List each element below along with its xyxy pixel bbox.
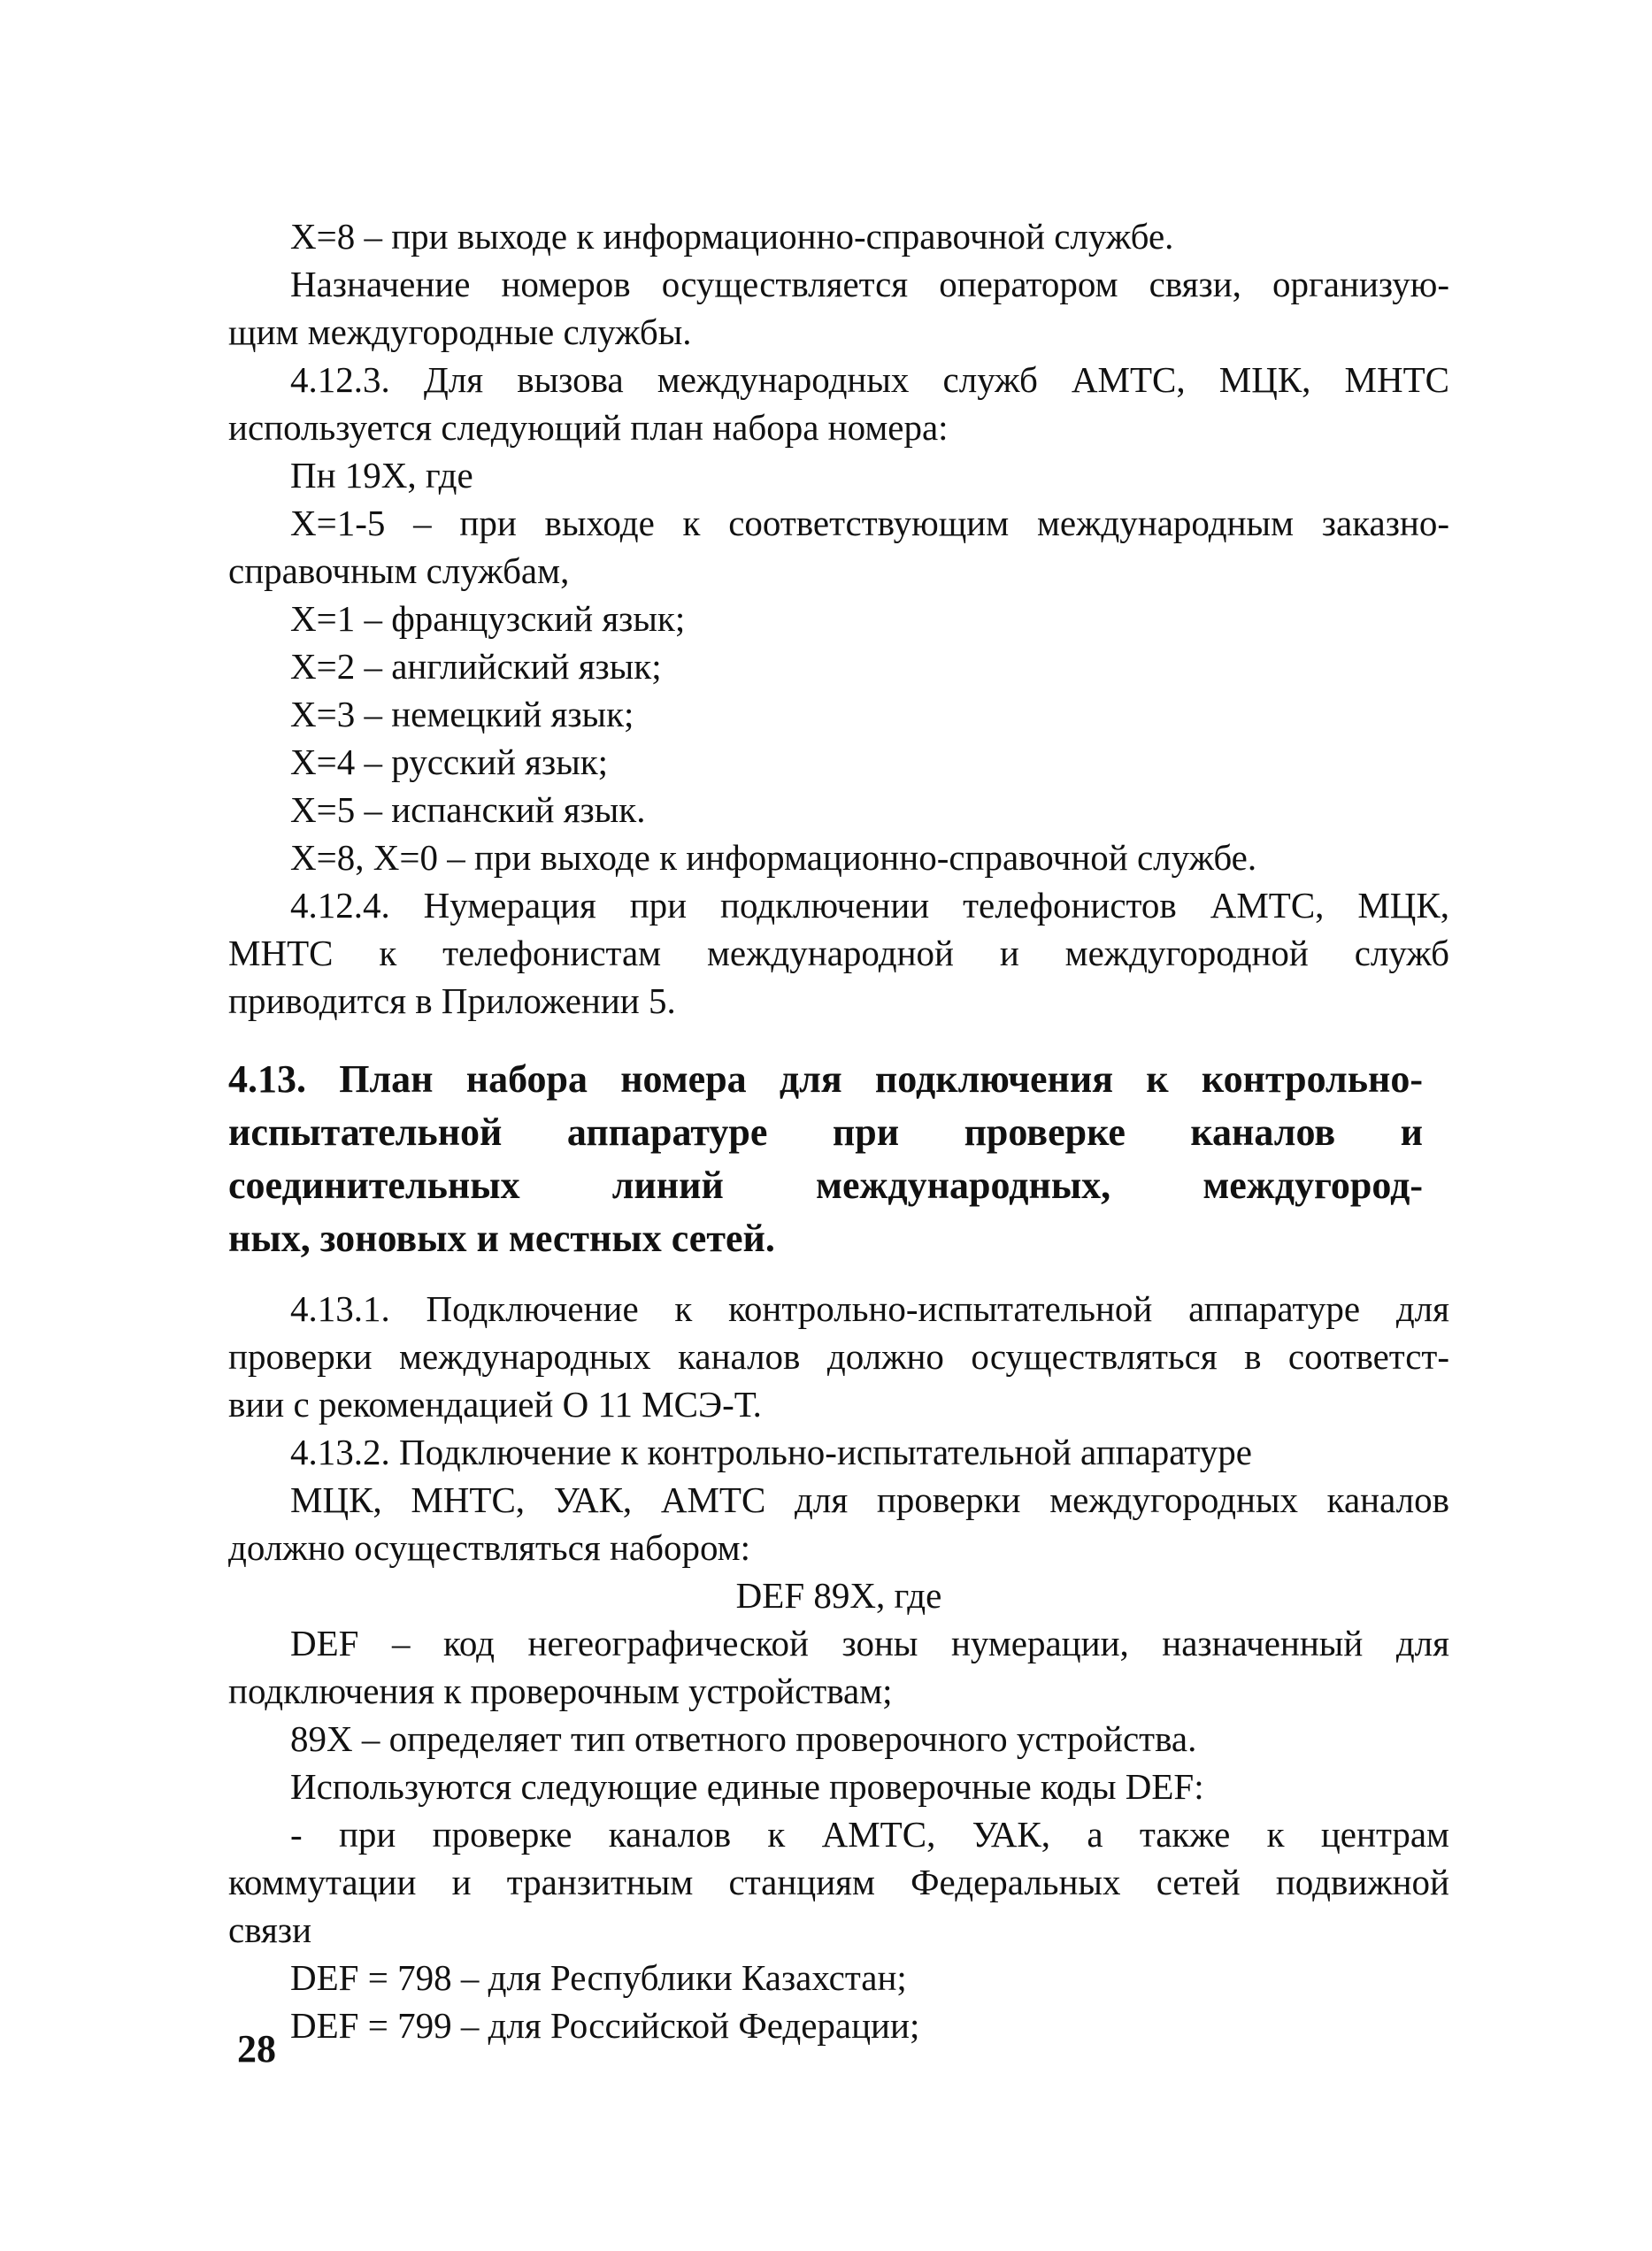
document-page [228,212,1449,2049]
text-line: DEF – код негеографической зоны нумерации, назначенный для [290,1623,1449,1663]
text-line: связи [228,1909,312,1950]
page-number: 28 [237,2027,276,2070]
text-line: Х=3 – немецкий язык; [290,694,634,734]
text-line: 4.12.4. Нумерация при подключении телефонистов АМТС, МЦК, [290,885,1449,926]
section-heading [228,1053,1449,1265]
heading-line: 4.13. План набора номера для подключения к контрольно- [228,1057,1423,1101]
heading-line: соединительных линий международных, междугород- [228,1164,1423,1207]
text-line: приводится в Приложении 5. [228,980,676,1021]
text-line: 4.13.2. Подключение к контрольно-испытательной аппаратуре [290,1432,1253,1472]
heading-line: ных, зоновых и местных сетей. [228,1217,775,1260]
text-line: 89Х – определяет тип ответного проверочного устройства. [290,1718,1197,1759]
text-line: Х=8, Х=0 – при выходе к информационно-справочной службе. [290,837,1257,878]
text-line: 4.12.3. Для вызова международных служб АМТС, МЦК, МНТС [290,359,1449,400]
text-line: Используются следующие единые проверочные коды DEF: [290,1766,1204,1807]
text-line: вии с рекомендацией О 11 МСЭ-Т. [228,1384,762,1425]
text-line: МНТС к телефонистам международной и междугородной служб [228,933,1449,973]
text-line: Х=1 – французский язык; [290,598,686,639]
text-line: DEF 89X, где [735,1575,942,1616]
text-line: 4.13.1. Подключение к контрольно-испытательной аппаратуре для [290,1288,1449,1329]
text-line: подключения к проверочным устройствам; [228,1671,893,1711]
text-line: Назначение номеров осуществляется оператором связи, организую- [290,264,1449,304]
text-line: справочным службам, [228,550,570,591]
text-line: используется следующий план набора номера: [228,407,949,448]
text-line: DEF = 799 – для Российской Федерации; [290,2005,920,2046]
text-line: Пн 19Х, где [290,455,473,496]
text-line: Х=1-5 – при выходе к соответствующим международным заказно- [290,503,1449,543]
text-line: проверки международных каналов должно осуществляться в соответст- [228,1336,1449,1377]
text-block-bottom [228,1285,1449,2049]
heading-line: испытательной аппаратуре при проверке каналов и [228,1110,1423,1154]
text-block-top [228,212,1449,1025]
text-line: Х=4 – русский язык; [290,741,609,782]
text-line: DEF = 798 – для Республики Казахстан; [290,1957,907,1998]
text-line: Х=2 – английский язык; [290,646,662,687]
text-line: Х=5 – испанский язык. [290,789,646,830]
text-line: щим междугородные службы. [228,311,692,352]
text-line: должно осуществляться набором: [228,1527,750,1568]
text-line: МЦК, МНТС, УАК, АМТС для проверки междугородных каналов [290,1479,1449,1520]
text-line: - при проверке каналов к АМТС, УАК, а также к центрам [290,1814,1449,1855]
text-line: X=8 – при выходе к информационно-справочной службе. [290,216,1174,257]
text-line: коммутации и транзитным станциям Федеральных сетей подвижной [228,1862,1449,1902]
